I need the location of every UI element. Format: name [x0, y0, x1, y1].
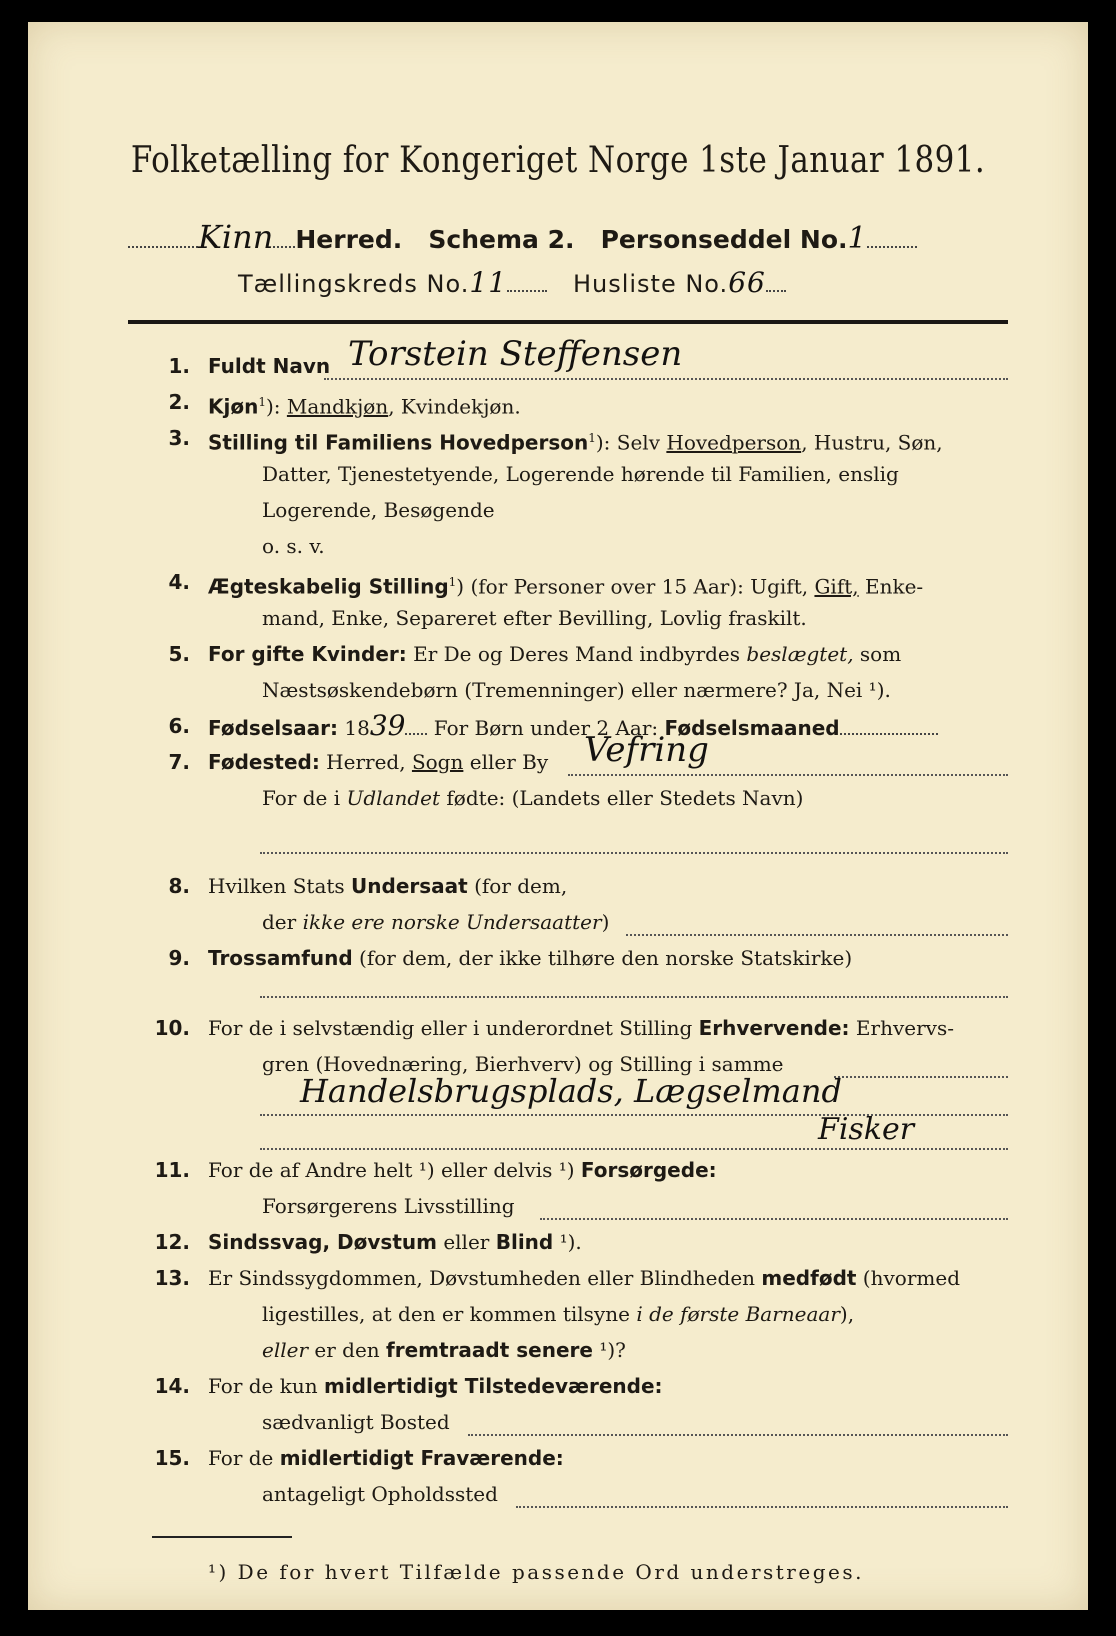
footnote-ref: 1: [258, 395, 266, 409]
husliste-label: Husliste No.: [572, 270, 729, 298]
full-name-value: Torstein Steffensen: [348, 334, 683, 374]
text-segment: For de af Andre helt ¹) eller delvis ¹): [208, 1158, 581, 1182]
text-segment: Erhvervs-: [849, 1016, 954, 1040]
personseddel-label: Personseddel No.: [600, 225, 848, 254]
married-women-label: For gifte Kvinder:: [208, 642, 407, 666]
birthplace-line: [568, 774, 1008, 776]
item-number: 14.: [154, 1374, 190, 1398]
text-segment: sædvanligt Bosted: [262, 1410, 450, 1434]
religion-line: [260, 996, 1008, 998]
text-segment: Næstsøskendebørn (Tremenninger) eller nærmere? Ja, Nei ¹).: [262, 678, 891, 702]
header-divider: [128, 320, 1008, 324]
birth-year-value: 39: [369, 709, 406, 742]
item-number: 9.: [168, 946, 190, 970]
item-number: 3.: [168, 426, 190, 450]
full-name-line: [324, 378, 1008, 380]
birthplace-label: Fødested:: [208, 750, 320, 774]
text-segment: ¹).: [553, 1230, 582, 1254]
schema-label: Schema 2.: [428, 225, 575, 254]
footnote-divider: [152, 1536, 292, 1538]
text-segment: ligestilles, at den er kommen tilsyne: [262, 1302, 637, 1326]
occupation-label: Erhvervende:: [698, 1016, 850, 1040]
husliste-value: 66: [728, 266, 766, 299]
text-segment: 18: [338, 716, 370, 740]
selected-gift: Gift,: [814, 574, 859, 599]
full-name-label: Fuldt Navn: [208, 354, 331, 378]
blind-label: Blind: [495, 1230, 554, 1254]
text-segment: ikke ere norske Undersaatter: [302, 910, 602, 934]
text-segment: antageligt Opholdssted: [262, 1482, 498, 1506]
text-segment: Logerende, Besøgende: [262, 498, 495, 522]
gender-label: Kjøn: [208, 394, 259, 419]
text-segment: er den: [308, 1338, 387, 1362]
text-segment: eller By: [463, 750, 549, 774]
herred-label: Herred.: [295, 225, 403, 254]
text-segment: , Hustru, Søn,: [801, 430, 943, 455]
item-number: 11.: [154, 1158, 190, 1182]
text-segment: ),: [839, 1302, 855, 1326]
birth-month-label: Fødselsmaaned: [664, 716, 840, 740]
text-segment: (for dem,: [467, 874, 568, 898]
gender-male-option: Mandkjøn: [286, 394, 389, 419]
herred-line: [128, 218, 1008, 256]
temporary-present-label: midlertidigt Tilstedeværende:: [323, 1374, 663, 1398]
text-segment: For de i selvstændig eller i underordnet Stilling: [208, 1016, 699, 1040]
text-segment: Herred,: [319, 750, 412, 774]
citizenship-label: Undersaat: [351, 874, 468, 898]
item-number: 2.: [168, 390, 190, 414]
text-segment: o. s. v.: [262, 534, 325, 558]
item-number: 15.: [154, 1446, 190, 1470]
kreds-value: 11: [469, 266, 508, 299]
religion-label: Trossamfund: [208, 946, 353, 970]
item-number: 5.: [168, 642, 190, 666]
congenital-label: medfødt: [761, 1266, 857, 1290]
occupation-value: Handelsbrugsplads, Lægselmand: [300, 1072, 842, 1110]
text-segment: eller: [262, 1338, 309, 1362]
census-form-page: Folketælling for Kongeriget Norge 1ste Januar 1891. Kinn Herred. Schema 2. Personseddel No.1 Tællingskreds No.11 Husliste No.66 1. Fuldt Navn Torstein Steffensen 2. Kjøn$^1$): Mandkjøn, Kvindekjøn. 3. Stilling til Familiens Hovedperson$^1$): Selv Hovedperson, Hustru, Søn, Datter, Tjenestetyende, Logerende hørende til Familien, enslig Logerende, Besøgende o. s. v. 4. Ægteskabelig Stilling$^1$) (for Personer over 15 Aar): Ugift, Gift, Enke- mand, Enke, Separeret efter Bevilling, Lovlig fraskilt. 5. For gifte Kvinder: Er De og Deres Mand indbyrdes beslægtet, som Næstsøskendebørn (Tremenninger) eller nærmere? Ja, Nei ¹). 6. Fødselsaar: 1839 For Børn under 2 Aar: Fødselsmaaned 7. Fødested: Herred, Sogn eller By Vefring For de i Udlandet fødte: (Landets eller Stedets Navn) 8. Hvilken Stats Undersaat (for dem, der ikke ere norske Undersaatter) 9. Trossamfund (for dem, der ikke tilhøre den norske Statskirke) 10. For de i selvstændig eller i underordnet Stilling Erhvervende: Erhvervs- gren (Hovednæring, Bierhverv) og Stilling i samme Handelsbrugsplads, Lægselmand Fisker 11. For de af Andre helt ¹) eller delvis ¹) Forsørgede: Forsørgerens Livsstilling 12. Sindssvag, Døvstum eller Blind ¹). 13. Er Sindssygdommen, Døvstumheden eller Blindheden medfødt (hvormed ligestilles, at den er kommen tilsyne i de første Barneaar), eller er den fremtraadt senere ¹)? 14. For de kun midlertidigt Tilstedeværende: sædvanligt Bosted 15. For de midlertidigt Fraværende: antageligt Opholdssted ¹) De for hvert Tilfælde passende Ord understreges.: [28, 22, 1088, 1610]
text-segment: ) (for Personer over 15 Aar): Ugift,: [456, 574, 815, 599]
personseddel-value: 1: [847, 221, 867, 256]
footnote-ref: 1: [588, 431, 596, 445]
text-segment: mand, Enke, Separeret efter Bevilling, Lovlig fraskilt.: [262, 606, 807, 630]
item-number: 8.: [168, 874, 190, 898]
occupation-value-2: Fisker: [818, 1112, 915, 1147]
text-segment: For de kun: [208, 1374, 324, 1398]
item-number: 13.: [154, 1266, 190, 1290]
text-segment: Enke-: [858, 574, 924, 599]
selected-hovedperson: Hovedperson: [666, 430, 802, 455]
foreign-birthplace-line: [260, 852, 1008, 854]
text-segment: (hvormed: [856, 1266, 960, 1290]
text-segment: gren (Hovednæring, Bierhverv) og Stilling i samme: [262, 1052, 784, 1076]
later-onset-label: fremtraadt senere: [386, 1338, 593, 1362]
text-segment: Datter, Tjenestetyende, Logerende hørende til Familien, enslig: [262, 462, 899, 486]
kreds-line: [238, 266, 786, 299]
occupation-line-3: [260, 1148, 1008, 1150]
kreds-label: Tællingskreds No.: [238, 270, 470, 298]
item-number: 10.: [154, 1016, 190, 1040]
usual-residence-line: [468, 1434, 1008, 1436]
footnote-ref: 1: [448, 575, 457, 589]
item-number: 6.: [168, 714, 190, 738]
temporary-absent-label: midlertidigt Fraværende:: [279, 1446, 564, 1470]
gender-female-option: , Kvindekjøn.: [388, 394, 521, 419]
text-segment: For de i: [262, 786, 347, 810]
dependents-label: Forsørgede:: [580, 1158, 717, 1182]
stay-place-line: [516, 1506, 1008, 1508]
text-segment: Hvilken Stats: [208, 874, 352, 898]
text-segment: For Børn under 2 Aar:: [427, 716, 665, 740]
text-segment: Er Sindssygdommen, Døvstumheden eller Blindheden: [208, 1266, 762, 1290]
text-segment: i de første Barneaar: [636, 1302, 840, 1326]
text-segment: For de: [208, 1446, 280, 1470]
text-segment: [262, 780, 1008, 816]
item-number: 4.: [168, 570, 190, 594]
text-segment: fødte: (Landets eller Stedets Navn): [440, 786, 804, 810]
family-position-label: Stilling til Familiens Hovedperson: [208, 430, 589, 455]
text-segment: Udlandet: [346, 786, 441, 810]
item-number: 7.: [168, 750, 190, 774]
footnote: ¹) De for hvert Tilfælde passende Ord understreges.: [208, 1560, 864, 1584]
citizenship-line: [626, 934, 1008, 936]
form-title: Folketælling for Kongeriget Norge 1ste Januar 1891.: [130, 140, 986, 181]
text-segment: (for dem, der ikke tilhøre den norske Statskirke): [352, 946, 853, 970]
text-segment: Forsørgerens Livsstilling: [262, 1194, 515, 1218]
occupation-line-1: [834, 1076, 1008, 1078]
selected-sogn: Sogn: [411, 750, 464, 774]
text-segment: der: [262, 910, 303, 934]
text-segment: eller: [436, 1230, 496, 1254]
text-segment: beslægtet,: [746, 642, 854, 666]
birth-year-label: Fødselsaar:: [208, 716, 338, 740]
provider-line: [540, 1218, 1008, 1220]
item-number: 1.: [168, 354, 190, 378]
text-segment: [262, 1296, 1008, 1332]
text-segment: ): [601, 910, 610, 934]
disability-label: Sindssvag, Døvstum: [208, 1230, 437, 1254]
text-segment: ): Selv: [595, 430, 667, 455]
text-segment: [262, 1332, 1008, 1368]
text-segment: Er De og Deres Mand indbyrdes: [406, 642, 747, 666]
text-segment: som: [853, 642, 902, 666]
item-number: 12.: [154, 1230, 190, 1254]
text-segment: ¹)?: [592, 1338, 626, 1362]
marital-status-label: Ægteskabelig Stilling: [208, 574, 449, 599]
herred-value: Kinn: [198, 218, 274, 256]
birthplace-value: Vefring: [584, 730, 709, 770]
